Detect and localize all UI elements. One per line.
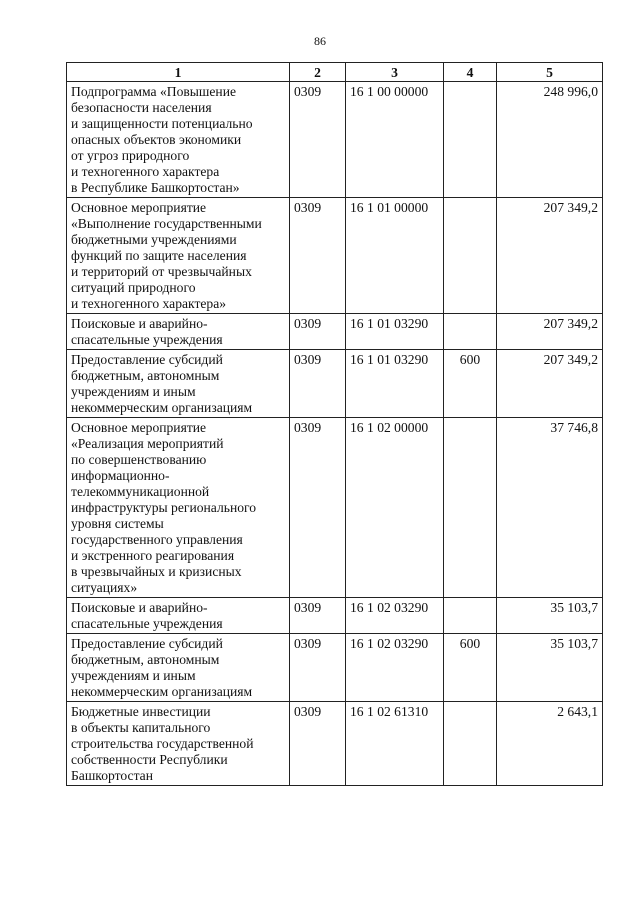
row-section: 0309 [290,314,346,350]
row-target-code: 16 1 01 03290 [346,314,444,350]
table-body [67,82,603,786]
row-description: Бюджетные инвестиции в объекты капитального строительства государственной собственности Республики Башкортостан [67,702,290,786]
row-description: Предоставление субсидий бюджетным, автономным учреждениям и иным некоммерческим организациям [67,634,290,702]
table-row [67,82,603,198]
row-target-code: 16 1 01 03290 [346,350,444,418]
row-section: 0309 [290,418,346,598]
row-expense-type: 600 [444,634,497,702]
row-expense-type [444,82,497,198]
row-expense-type [444,598,497,634]
row-section: 0309 [290,82,346,198]
row-section: 0309 [290,702,346,786]
row-section: 0309 [290,634,346,702]
column-header-5: 5 [497,63,603,82]
row-description: Предоставление субсидий бюджетным, автономным учреждениям и иным некоммерческим организациям [67,350,290,418]
row-amount: 35 103,7 [497,634,603,702]
column-header-1: 1 [67,63,290,82]
row-target-code: 16 1 02 03290 [346,598,444,634]
row-section: 0309 [290,598,346,634]
row-target-code: 16 1 02 03290 [346,634,444,702]
row-amount: 207 349,2 [497,198,603,314]
row-description: Подпрограмма «Повышение безопасности населения и защищенности потенциально опасных объектов экономики от угроз природного и техногенного характера в Республике Башкортостан» [67,82,290,198]
table-row [67,418,603,598]
column-header-3: 3 [346,63,444,82]
table-row [67,314,603,350]
column-header-4: 4 [444,63,497,82]
row-description: Основное мероприятие «Выполнение государственными бюджетными учреждениями функций по защите населения и территорий от чрезвычайных ситуаций природного и техногенного характера» [67,198,290,314]
row-amount: 37 746,8 [497,418,603,598]
row-expense-type: 600 [444,350,497,418]
row-section: 0309 [290,198,346,314]
column-header-2: 2 [290,63,346,82]
budget-table [66,62,603,786]
table-row [67,198,603,314]
row-target-code: 16 1 02 00000 [346,418,444,598]
table-header-row [67,63,603,82]
row-amount: 248 996,0 [497,82,603,198]
table-row [67,702,603,786]
row-description: Поисковые и аварийно- спасательные учреждения [67,598,290,634]
row-target-code: 16 1 00 00000 [346,82,444,198]
row-amount: 35 103,7 [497,598,603,634]
row-description: Поисковые и аварийно- спасательные учреждения [67,314,290,350]
row-expense-type [444,702,497,786]
row-amount: 207 349,2 [497,314,603,350]
row-target-code: 16 1 01 00000 [346,198,444,314]
table-row [67,634,603,702]
row-amount: 207 349,2 [497,350,603,418]
row-expense-type [444,418,497,598]
table-row [67,598,603,634]
row-expense-type [444,314,497,350]
row-amount: 2 643,1 [497,702,603,786]
row-target-code: 16 1 02 61310 [346,702,444,786]
row-section: 0309 [290,350,346,418]
row-expense-type [444,198,497,314]
row-description: Основное мероприятие «Реализация мероприятий по совершенствованию информационно- телекоммуникационной инфраструктуры регионального уровня системы государственного управления и экстренного реагирования в чрезвычайных и кризисных ситуациях» [67,418,290,598]
table-row [67,350,603,418]
page-number: 86 [314,34,326,48]
